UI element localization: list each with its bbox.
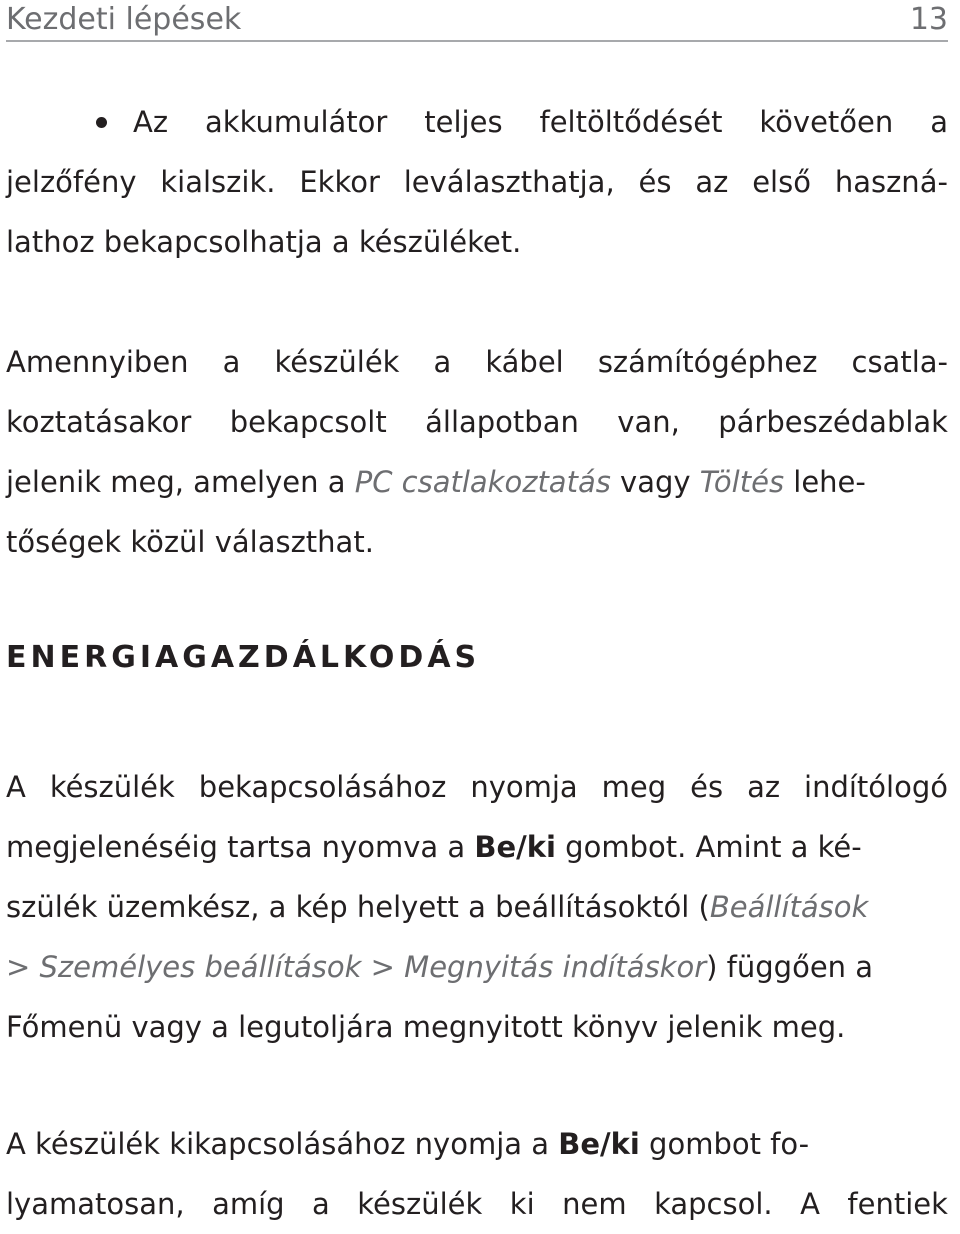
- word: A: [800, 1187, 820, 1221]
- word: jelzőfény: [6, 165, 137, 199]
- word: számítógéphez: [597, 345, 818, 379]
- word: ki: [509, 1187, 535, 1221]
- word: készülék: [357, 1187, 483, 1221]
- paragraph2-line-2: [6, 817, 948, 877]
- word: készülék: [49, 770, 175, 804]
- word: a: [930, 105, 948, 139]
- word: meg: [601, 770, 667, 804]
- header-title: Kezdeti lépések: [6, 2, 242, 37]
- word: A: [6, 770, 26, 804]
- word: van,: [617, 405, 680, 439]
- word: fentiek: [847, 1187, 948, 1221]
- text-run: jelenik meg, amelyen a: [6, 465, 355, 499]
- text-run: vagy: [610, 465, 700, 499]
- paragraph1-line-4: tőségek közül választhat.: [6, 525, 374, 559]
- word: párbeszédablak: [718, 405, 948, 439]
- word: az: [747, 770, 781, 804]
- text-run: A készülék kikapcsolásához nyomja a: [6, 1127, 559, 1161]
- option-charging: Töltés: [699, 465, 785, 499]
- word: koztatásakor: [6, 405, 192, 439]
- word: a: [222, 345, 241, 379]
- text-run: gombot. Amint a ké-: [555, 830, 862, 864]
- word: Amennyiben: [6, 345, 189, 379]
- settings-path: Beállítások: [709, 890, 869, 924]
- word: követően: [759, 105, 894, 139]
- word: első: [752, 165, 811, 199]
- word: bekapcsolásához: [198, 770, 447, 804]
- word: csatla-: [851, 345, 948, 379]
- bullet-dot-icon: [96, 117, 107, 128]
- word: kialszik.: [160, 165, 276, 199]
- paragraph2-line-3: [6, 877, 948, 937]
- word: kábel: [485, 345, 564, 379]
- word: Ekkor: [299, 165, 380, 199]
- word: amíg: [212, 1187, 285, 1221]
- word: készülék: [274, 345, 400, 379]
- page-number: 13: [909, 2, 948, 37]
- paragraph2-line-5: Főmenü vagy a legutoljára megnyitott könyv jelenik meg.: [6, 1010, 846, 1044]
- word: nyomja: [470, 770, 578, 804]
- word: az: [695, 165, 729, 199]
- paragraph-usb-connection: [6, 332, 948, 572]
- power-button-label: Be/ki: [558, 1127, 640, 1161]
- text-run: ) függően a: [706, 950, 874, 984]
- text-run: megjelenéséig tartsa nyomva a: [6, 830, 475, 864]
- paragraph1-line-3: [6, 452, 948, 512]
- settings-path-continued: > Személyes beállítások > Megnyitás indításkor: [6, 950, 707, 984]
- paragraph3-line-2: [6, 1174, 948, 1234]
- bullet-line-2: [6, 152, 948, 212]
- bullet-line-3: lathoz bekapcsolhatja a készüléket.: [6, 225, 522, 259]
- bullet-line-1: [6, 92, 948, 152]
- word: és: [638, 165, 672, 199]
- word: teljes: [424, 105, 503, 139]
- word: akkumulátor: [205, 105, 388, 139]
- page-header: [6, 0, 948, 42]
- paragraph1-line-2: [6, 392, 948, 452]
- paragraph-power-on: [6, 757, 948, 1057]
- word: kapcsol.: [654, 1187, 773, 1221]
- text-run: lehe-: [784, 465, 866, 499]
- bullet-item: [6, 92, 948, 272]
- paragraph2-line-1: [6, 757, 948, 817]
- paragraph2-line-4: [6, 937, 948, 997]
- word: és: [690, 770, 724, 804]
- word: indítólogó: [804, 770, 948, 804]
- word: a: [312, 1187, 330, 1221]
- text-run: szülék üzemkész, a kép helyett a beállításoktól (: [6, 890, 710, 924]
- word: leválaszthatja,: [403, 165, 615, 199]
- section-heading: ENERGIAGAZDÁLKODÁS: [6, 640, 481, 675]
- word: bekapcsolt: [229, 405, 387, 439]
- bullet-lead: [6, 92, 168, 152]
- word: feltöltődését: [539, 105, 723, 139]
- power-button-label: Be/ki: [474, 830, 556, 864]
- option-pc-connection: PC csatlakoztatás: [354, 465, 611, 499]
- paragraph-power-off: [6, 1114, 948, 1234]
- word: Az: [133, 105, 169, 139]
- word: állapotban: [425, 405, 579, 439]
- word: a: [433, 345, 452, 379]
- word: lyamatosan,: [6, 1187, 185, 1221]
- paragraph3-line-1: [6, 1114, 948, 1174]
- word: haszná-: [834, 165, 948, 199]
- text-run: gombot fo-: [639, 1127, 810, 1161]
- word: nem: [562, 1187, 627, 1221]
- paragraph1-line-1: [6, 332, 948, 392]
